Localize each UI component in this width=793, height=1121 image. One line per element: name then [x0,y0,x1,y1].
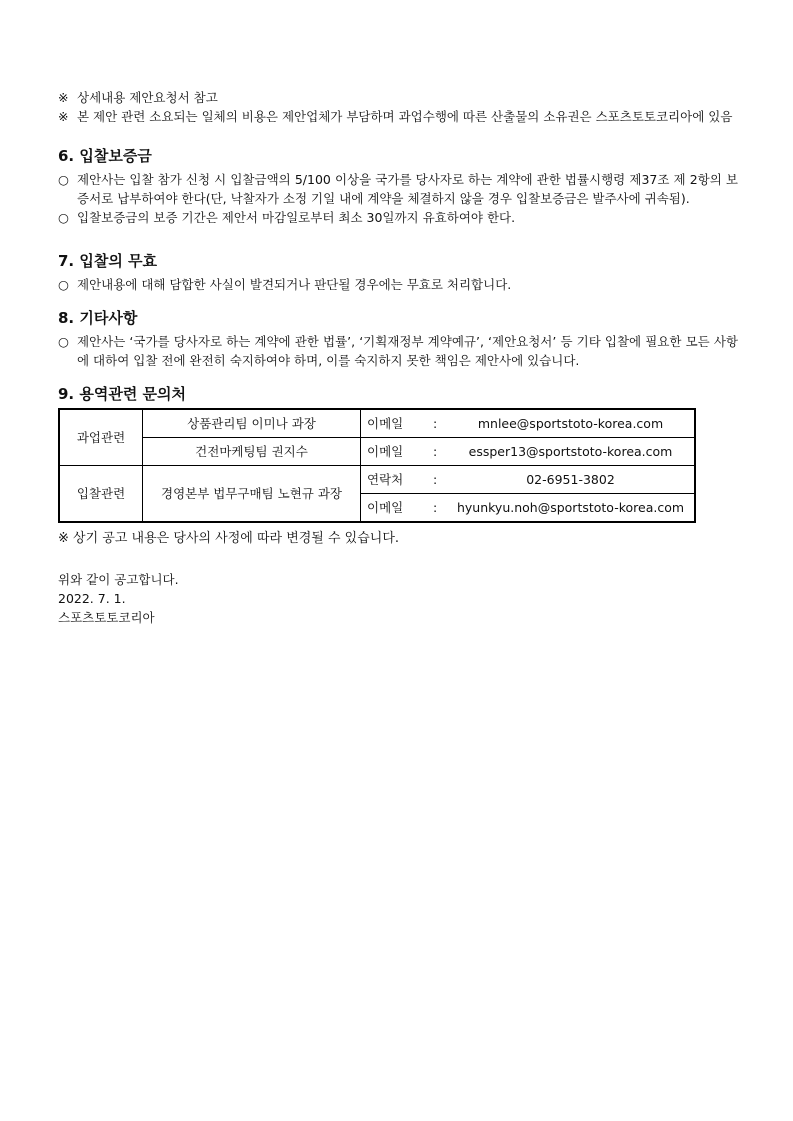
contact-person-cell: 건전마케팅팀 권지수 [143,438,361,466]
section-contacts [58,384,738,548]
note-mark: ※ [58,109,69,124]
contact-value-cell: hyunkyu.noh@sportstoto-korea.com [447,494,695,523]
section-bid-deposit [58,146,738,227]
contact-table [58,408,696,523]
list-item [58,275,738,294]
section-title: 6. 입찰보증금 [58,147,152,165]
circle-bullet-icon: ○ [58,277,69,292]
change-notice: ※ 상기 공고 내용은 당사의 사정에 따라 변경될 수 있습니다. [58,531,400,546]
list-item [58,170,738,208]
colon-cell: : [433,494,447,523]
contact-value-cell: mnlee@sportstoto-korea.com [447,409,695,438]
note-text: 상세내용 제안요청서 참고 [77,90,218,105]
list-item-text: 제안사는 ‘국가를 당사자로 하는 계약에 관한 법률’, ‘기획재정부 계약예규’, ‘제안요청서’ 등 기타 입찰에 필요한 모든 사항에 대하여 입찰 전에 완전히 숙지하여야 하며, 이를 숙지하지 못한 책임은 제안사에 있습니다. [77,334,738,368]
colon-cell: : [433,466,447,494]
colon-cell: : [433,438,447,466]
list-item-text: 제안내용에 대해 담합한 사실이 발견되거나 판단될 경우에는 무효로 처리합니다. [77,277,512,292]
list-item-text: 입찰보증금의 보증 기간은 제안서 마감일로부터 최소 30일까지 유효하여야 한다. [77,210,516,225]
list-item [58,332,738,370]
section-bid-invalid [58,251,738,294]
organization-name: 스포츠토토코리아 [58,610,155,625]
section-title: 9. 용역관련 문의처 [58,385,187,403]
colon-cell: : [433,409,447,438]
contact-type-cell: 이메일 [361,409,434,438]
list-item [58,208,738,227]
contact-value-cell: essper13@sportstoto-korea.com [447,438,695,466]
contact-type-cell: 연락처 [361,466,434,494]
contact-value-cell: 02-6951-3802 [447,466,695,494]
note-cost [58,107,738,126]
table-row [59,438,695,466]
document-page [58,88,738,627]
contact-person-cell: 경영본부 법무구매팀 노현규 과장 [143,466,361,523]
announcement-date: 2022. 7. 1. [58,591,126,606]
section-title: 8. 기타사항 [58,309,138,327]
section-title: 7. 입찰의 무효 [58,252,158,270]
section-misc [58,308,738,370]
circle-bullet-icon: ○ [58,172,69,187]
note-reference [58,88,738,107]
circle-bullet-icon: ○ [58,210,69,225]
contact-person-cell: 상품관리팀 이미나 과장 [143,409,361,438]
category-cell: 과업관련 [59,409,143,466]
contact-type-cell: 이메일 [361,494,434,523]
closing-block [58,570,738,627]
closing-statement: 위와 같이 공고합니다. [58,572,179,587]
note-mark: ※ [58,90,69,105]
contact-type-cell: 이메일 [361,438,434,466]
note-text: 본 제안 관련 소요되는 일체의 비용은 제안업체가 부담하며 과업수행에 따른 산출물의 소유권은 스포츠토토코리아에 있음 [77,109,733,124]
table-row [59,466,695,494]
category-cell: 입찰관련 [59,466,143,523]
list-item-text: 제안사는 입찰 참가 신청 시 입찰금액의 5/100 이상을 국가를 당사자로 하는 계약에 관한 법률시행령 제37조 제 2항의 보증서로 납부하여야 한다(단, 낙찰자가 소정 기일 내에 계약을 체결하지 않을 경우 입찰보증금은 발주사에 귀속됨). [77,172,738,206]
circle-bullet-icon: ○ [58,334,69,349]
table-row [59,409,695,438]
